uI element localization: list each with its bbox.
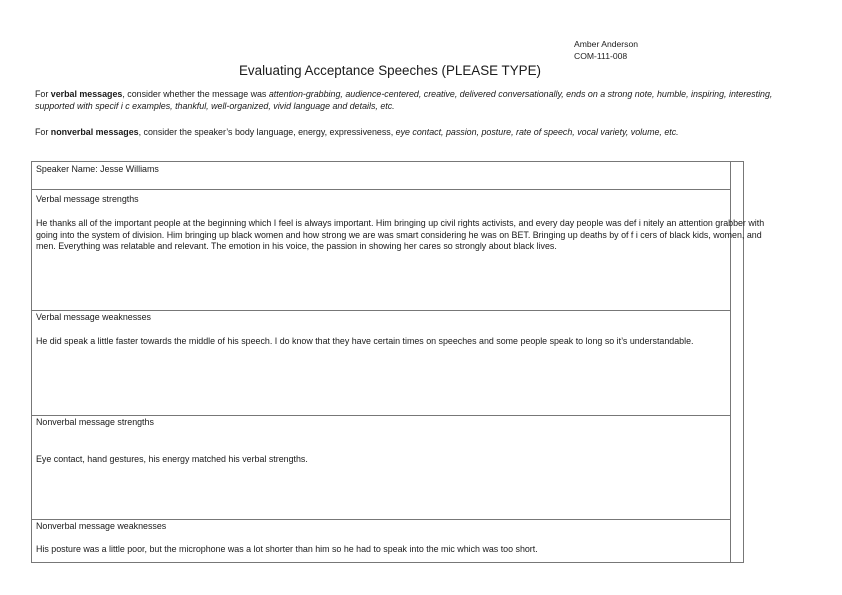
verbal-bold: verbal messages	[50, 89, 123, 99]
section-label: Verbal message weaknesses	[36, 312, 151, 322]
nonverbal-weaknesses-row[interactable]	[32, 519, 730, 563]
speaker-name-field[interactable]: Speaker Name: Jesse Williams	[36, 164, 159, 174]
nonverbal-middle: , consider the speaker’s body language, energy, expressiveness,	[138, 127, 396, 137]
verbal-weaknesses-text[interactable]: He did speak a little faster towards the middle of his speech. I do know that they have certain times on speeches and some people speak to long so it’s understandable.	[36, 336, 694, 346]
author-name: Amber Anderson	[574, 39, 639, 49]
verbal-instructions	[35, 89, 780, 112]
verbal-prefix: For	[35, 89, 51, 99]
verbal-strengths-text[interactable]: He thanks all of the important people at the beginning which I feel is always important. Him bringing up civil rights activists, and every day people was def i nitely an attention grabber with going into the system of division. Him bringing up black women and how strong we are was smart considering he was on BET. Bringing up deaths by of f i cers of black kids, women, and men. Everything was relatable and relevant. The emotion in his voice, the passion in showing her cares so strongly about black lives.	[36, 218, 765, 252]
author-block	[574, 38, 638, 62]
verbal-weaknesses-row[interactable]	[32, 310, 730, 416]
course-code: COM-111-008	[574, 51, 628, 61]
verbal-strengths-row[interactable]	[32, 189, 765, 311]
nonverbal-weaknesses-text[interactable]: His posture was a little poor, but the microphone was a lot shorter than him so he had to speak into the mic which was too short.	[36, 544, 538, 554]
verbal-middle: , consider whether the message was	[122, 89, 269, 99]
verbal-criteria: attention-grabbing, audience-centered, creative, delivered conversationally, ends on a strong note, humble, inspiring, interesting, supported with specif i c examples, thankful, well-organized, vivid language and details, etc.	[35, 89, 773, 111]
evaluation-form-table	[31, 161, 765, 563]
nonverbal-strengths-row[interactable]	[32, 415, 730, 520]
nonverbal-strengths-text[interactable]: Eye contact, hand gestures, his energy matched his verbal strengths.	[36, 454, 308, 464]
speaker-name-row[interactable]	[32, 162, 730, 190]
nonverbal-prefix: For	[35, 127, 51, 137]
nonverbal-instructions	[35, 127, 780, 139]
section-label: Nonverbal message strengths	[36, 417, 154, 427]
section-label: Verbal message strengths	[36, 194, 139, 204]
section-label: Nonverbal message weaknesses	[36, 521, 167, 531]
document-title: Evaluating Acceptance Speeches (PLEASE TYPE)	[239, 63, 541, 78]
nonverbal-criteria: eye contact, passion, posture, rate of speech, vocal variety, volume, etc.	[395, 127, 679, 137]
nonverbal-bold: nonverbal messages	[50, 127, 139, 137]
